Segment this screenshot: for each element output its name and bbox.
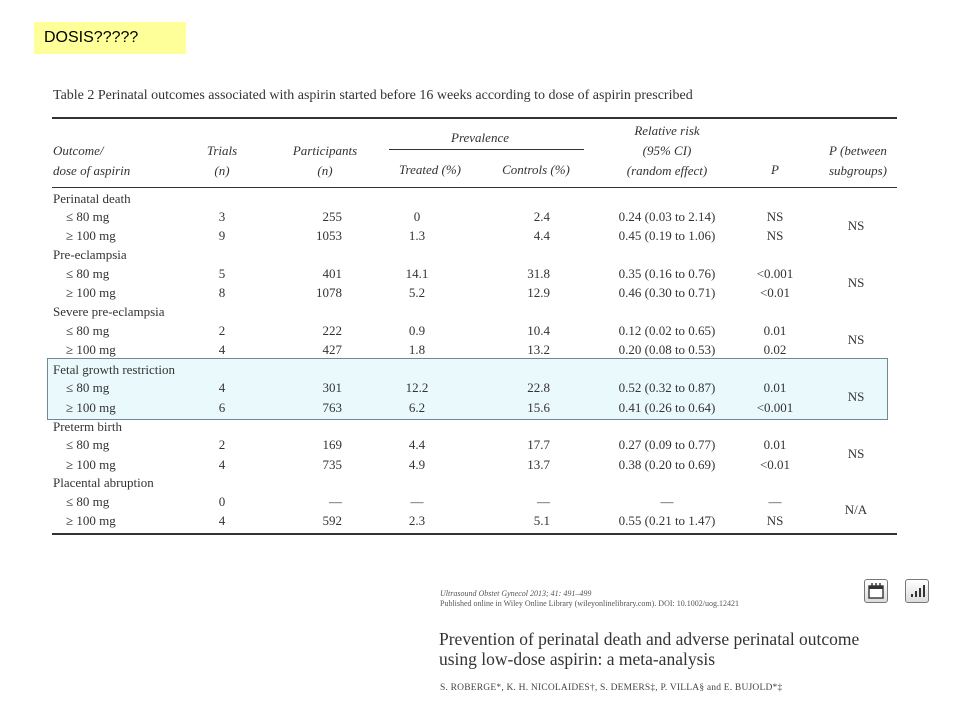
table-row: ≤ 80 mg 4 301 12.2 22.8 0.52 (0.32 to 0.87) 0.01 xyxy=(66,380,787,395)
group-label-row: Preterm birth xyxy=(53,419,122,434)
table-row: ≥ 100 mg 4 592 2.3 5.1 0.55 (0.21 to 1.47) NS xyxy=(66,513,784,528)
header-rule xyxy=(52,187,897,188)
paper-title: Prevention of perinatal death and adverse perinatal outcome using low-dose aspirin: a meta-analysis xyxy=(439,629,860,669)
published-line: Published online in Wiley Online Library (wileyonlinelibrary.com). DOI: 10.1002/uog.12421 xyxy=(440,599,739,608)
dosis-label: DOSIS????? xyxy=(34,22,186,54)
p-between-value: NS xyxy=(847,389,865,404)
p-between-value: NS xyxy=(847,275,865,290)
p-between-value: NS xyxy=(847,332,865,347)
header-trials: Trials (n) xyxy=(206,143,238,178)
p-between-value: N/A xyxy=(844,502,868,517)
header-p: P xyxy=(771,162,779,177)
paper-authors: S. ROBERGE*, K. H. NICOLAIDES†, S. DEMERS‡, P. VILLA§ and E. BUJOLD*‡ xyxy=(440,683,783,693)
table-row: ≤ 80 mg 5 401 14.1 31.8 0.35 (0.16 to 0.76) <0.001 xyxy=(66,266,794,281)
group-label-row: Severe pre-eclampsia xyxy=(53,304,165,319)
header-participants: Participants (n) xyxy=(292,143,358,178)
table-row: ≤ 80 mg 0 — — — — — xyxy=(66,494,782,509)
p-between-value: NS xyxy=(847,218,865,233)
prevalence-rule xyxy=(389,149,584,150)
table-top-rule xyxy=(52,117,897,119)
group-label-row: Placental abruption xyxy=(53,475,154,490)
table-row: ≤ 80 mg 2 169 4.4 17.7 0.27 (0.09 to 0.77) 0.01 xyxy=(66,437,787,452)
header-prevalence: Prevalence xyxy=(451,130,509,145)
group-label-row: Perinatal death xyxy=(53,191,131,206)
table-row: ≥ 100 mg 8 1078 5.2 12.9 0.46 (0.30 to 0.71) <0.01 xyxy=(66,285,791,300)
table-row: ≥ 100 mg 6 763 6.2 15.6 0.41 (0.26 to 0.64) <0.001 xyxy=(66,400,794,415)
group-label-row: Pre-eclampsia xyxy=(53,247,127,262)
table-row: ≥ 100 mg 4 427 1.8 13.2 0.20 (0.08 to 0.53) 0.02 xyxy=(66,342,787,357)
header-relative-risk: Relative risk (95% CI) (random effect) xyxy=(626,123,708,178)
p-between-value: NS xyxy=(847,446,865,461)
header-outcome: Outcome/ dose of aspirin xyxy=(53,143,131,178)
header-p-between: P (between subgroups) xyxy=(828,143,888,178)
journal-citation: Ultrasound Obstet Gynecol 2013; 41: 491–499 xyxy=(440,589,592,598)
table-row: ≥ 100 mg 4 735 4.9 13.7 0.38 (0.20 to 0.69) <0.01 xyxy=(66,457,791,472)
header-controls: Controls (%) xyxy=(502,162,570,177)
bar-chart-icon[interactable] xyxy=(905,579,929,603)
table-row: ≤ 80 mg 2 222 0.9 10.4 0.12 (0.02 to 0.65) 0.01 xyxy=(66,323,787,338)
header-treated: Treated (%) xyxy=(399,162,461,177)
table-row: ≤ 80 mg 3 255 0 2.4 0.24 (0.03 to 2.14) NS xyxy=(66,209,784,224)
table-row: ≥ 100 mg 9 1053 1.3 4.4 0.45 (0.19 to 1.06) NS xyxy=(66,228,784,243)
table-title: Table 2 Perinatal outcomes associated with aspirin started before 16 weeks according to dose of aspirin prescribed xyxy=(53,88,693,103)
table-bottom-rule xyxy=(52,533,897,535)
paper-header-clip xyxy=(433,575,935,702)
calendar-icon[interactable] xyxy=(864,579,888,603)
group-label-row: Fetal growth restriction xyxy=(53,362,176,377)
